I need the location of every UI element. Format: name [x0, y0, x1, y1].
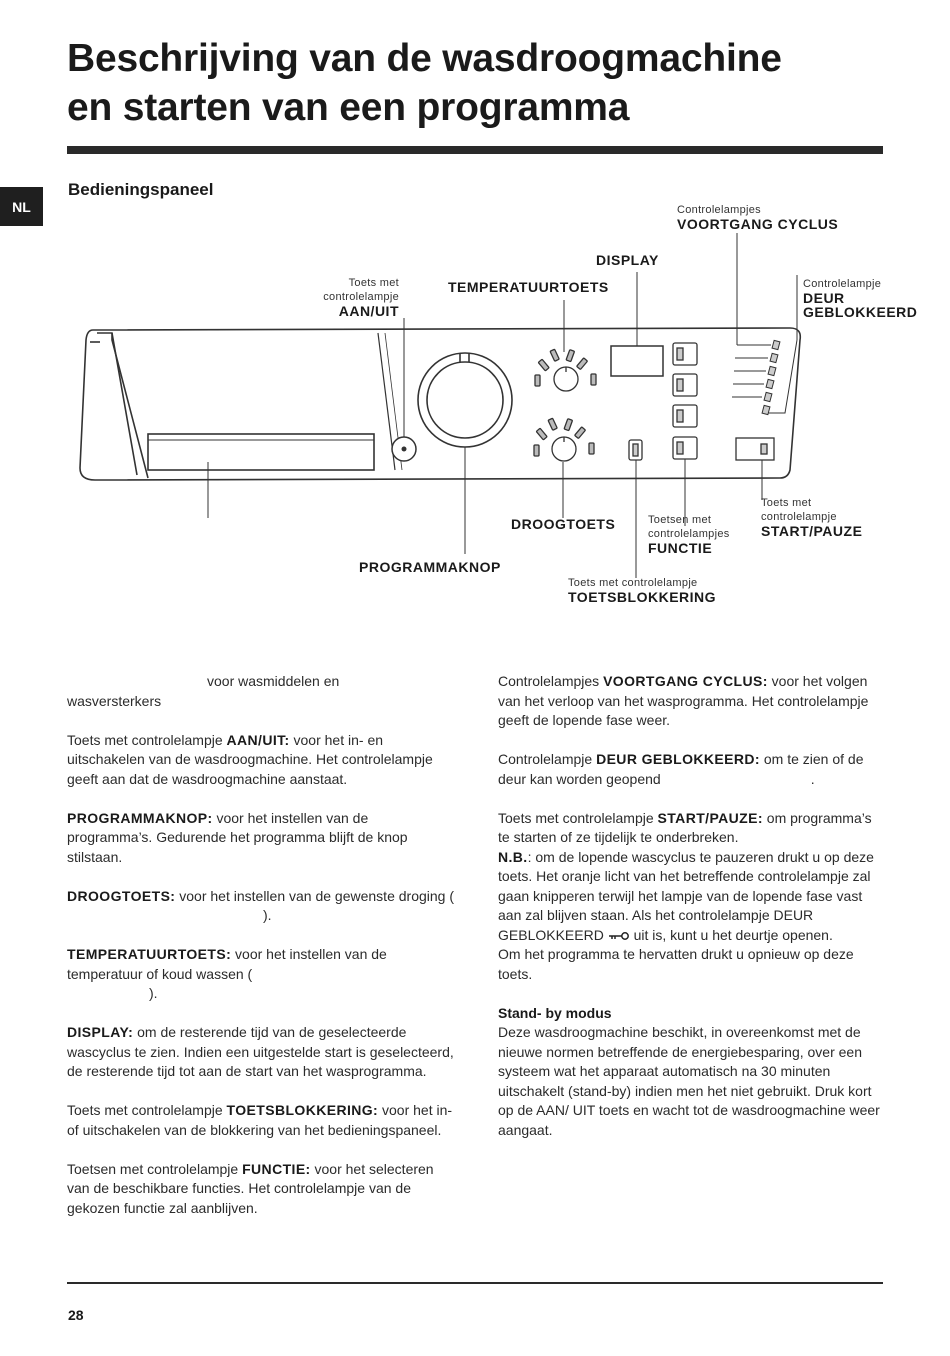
para-progress-pre: Controlelampjes [498, 673, 604, 689]
para-nb-end: uit is, kunt u het deurtje openen. [629, 926, 833, 943]
key-lock-button-drawing [629, 440, 642, 460]
para-lock-text: voor het in- of uitschakelen van de blokkering van het bedieningspaneel. [67, 1102, 453, 1138]
standby-heading: Stand- by modus [498, 1004, 612, 1021]
para-drawer-text-a: voor wasmiddelen en [207, 673, 340, 689]
label-display: DISPLAY [596, 252, 659, 268]
para-function-pre: Toetsen met controlelampje [67, 1160, 243, 1177]
para-display-text: om de resterende tijd van de geselecteerde wascyclus te zien. Indien een uitgestelde start is geselecteerd, de resterende tijd tot aan de start van het wasprogramma. [67, 1024, 454, 1079]
label-key-lock [568, 576, 716, 604]
para-on-off-text: voor het in- en uitschakelen van de wasdroogmachine. Het controlelampje geeft aan dat de wasdroogmachine aanstaat. [67, 731, 433, 787]
dry-knob-drawing [534, 418, 594, 461]
standby-text: Deze wasdroogmachine beschikt, in overeenkomst met de nieuwe normen betreffende de energiebesparing, over een systeem wat het apparaat automatisch na 30 minuten uitschakelt (stand-by) indien men het niet gebruikt. Druk kort op de AAN/ UIT toets en wacht tot de wasdroogmachine weer aangaat. [498, 1024, 880, 1138]
para-on-off [67, 731, 455, 790]
para-resume-text: Om het programma te hervatten drukt u opnieuw op deze toets. [498, 946, 854, 982]
panel-inner-top [97, 333, 137, 475]
label-start-small-1: Toets met [761, 497, 812, 509]
para-temperature [67, 945, 455, 1004]
para-door-text: om te zien of de deur kan worden geopend [498, 751, 864, 787]
para-lock-bold: TOETSBLOKKERING: [226, 1102, 379, 1118]
control-panel-diagram [0, 0, 950, 640]
para-program-knob [67, 809, 455, 868]
para-temp-end: ). [149, 985, 158, 1001]
language-tab: NL [0, 187, 43, 226]
para-nb-bold: N.B. [498, 848, 528, 865]
program-knob-drawing [418, 353, 512, 447]
para-dry-text: voor het instellen van de gewenste droging ( [175, 887, 454, 904]
para-nb-text: : om de lopende wascyclus te pauzeren drukt u op deze toets. Het oranje licht van het betreffende controlelampje zal gaan knipperen terwijl het lampje van de lopende fase vast aan zal blijven staan. Als het controlelampje DEUR GEBLOKKEERD [498, 848, 874, 943]
para-program-text: voor het instellen van de programma’s. Gedurende het programma blijft de knop stilstaan. [67, 809, 408, 865]
label-function-small-1: Toetsen met [648, 514, 712, 526]
label-start-bold: START/PAUZE [761, 523, 863, 539]
para-door-locked [498, 750, 886, 789]
drawer-edge [112, 333, 148, 478]
para-start-bold: START/PAUZE: [657, 809, 763, 826]
para-detergent-drawer [67, 672, 455, 711]
label-door-bold-2: GEBLOKKEERD [803, 304, 918, 320]
on-off-button-drawing [392, 437, 416, 461]
para-door-pre: Controlelampje [498, 751, 597, 767]
label-temperature-button: TEMPERATUURTOETS [448, 279, 609, 295]
para-temp-text: voor het instellen van de temperatuur of koud wassen ( [67, 946, 387, 982]
para-dry-bold: DROOGTOETS: [67, 887, 176, 904]
label-dry-button: DROOGTOETS [511, 516, 616, 532]
label-on-off-small-2: controlelampje [323, 291, 399, 303]
label-door-small: Controlelampje [803, 278, 882, 290]
para-progress [498, 672, 886, 731]
page-number: 28 [68, 1307, 84, 1323]
progress-leds-drawing [732, 340, 780, 414]
para-display-bold: DISPLAY: [67, 1024, 134, 1040]
function-buttons-drawing [673, 343, 697, 459]
para-lock-pre: Toets met controlelampje [67, 1102, 227, 1118]
para-dry-end: ). [263, 907, 272, 923]
label-on-off [299, 276, 399, 318]
label-function-bold: FUNCTIE [648, 540, 713, 556]
start-pause-button-drawing [736, 438, 774, 460]
para-function-text: voor het selecteren van de beschikbare functies. Het controlelampje van de gekozen functie zal aanblijven. [67, 1160, 434, 1216]
label-program-knob: PROGRAMMAKNOP [359, 559, 501, 575]
para-on-off-bold: AAN/UIT: [226, 731, 290, 748]
para-function [67, 1160, 455, 1219]
para-temp-bold: TEMPERATUURTOETS: [67, 946, 232, 962]
label-progress-small: Controlelampjes [677, 204, 761, 216]
bottom-rule [67, 1282, 883, 1284]
display-window [611, 346, 663, 376]
para-on-off-pre: Toets met controlelampje [67, 731, 227, 748]
section-heading: Bedieningspaneel [68, 180, 214, 199]
label-start-pause [761, 496, 862, 538]
detergent-drawer [148, 434, 374, 470]
para-start-pause [498, 809, 886, 985]
temperature-knob-drawing [535, 349, 596, 391]
left-column [67, 672, 455, 1238]
para-start-text: om programma’s te starten of ze tijdelijk te onderbreken. [498, 809, 872, 845]
para-function-bold: FUNCTIE: [242, 1160, 311, 1177]
label-on-off-bold: AAN/UIT [338, 303, 399, 319]
label-door-bold-1: DEUR [803, 290, 845, 306]
label-on-off-small-1: Toets met [348, 277, 399, 289]
para-door-end: . [810, 770, 815, 787]
para-progress-bold: VOORTGANG CYCLUS: [603, 673, 768, 689]
para-drawer-text-b: wasversterkers [67, 692, 162, 709]
title-line-1: Beschrijving van de wasdroogmachine [67, 37, 782, 80]
right-column [498, 672, 886, 1160]
label-progress-leds [677, 203, 838, 231]
label-start-small-2: controlelampje [761, 511, 837, 523]
label-function-buttons [648, 513, 730, 555]
label-key-lock-bold: TOETSBLOKKERING [568, 589, 717, 605]
para-start-pre: Toets met controlelampje [498, 809, 658, 826]
label-progress-bold: VOORTGANG CYCLUS [677, 216, 839, 232]
para-progress-text: voor het volgen van het verloop van het wasprogramma. Het controlelampje geeft de lopende fase weer. [498, 673, 869, 728]
para-door-bold: DEUR GEBLOKKEERD: [596, 751, 760, 767]
label-door-locked [803, 277, 917, 319]
para-key-lock [67, 1101, 455, 1140]
key-icon [608, 931, 630, 941]
para-standby [498, 1004, 886, 1141]
label-key-lock-small: Toets met controlelampje [568, 577, 698, 589]
para-program-bold: PROGRAMMAKNOP: [67, 809, 213, 826]
title-line-2: en starten van een programma [67, 86, 630, 129]
para-display [67, 1023, 455, 1082]
label-function-small-2: controlelampjes [648, 528, 730, 540]
para-dry [67, 887, 455, 926]
